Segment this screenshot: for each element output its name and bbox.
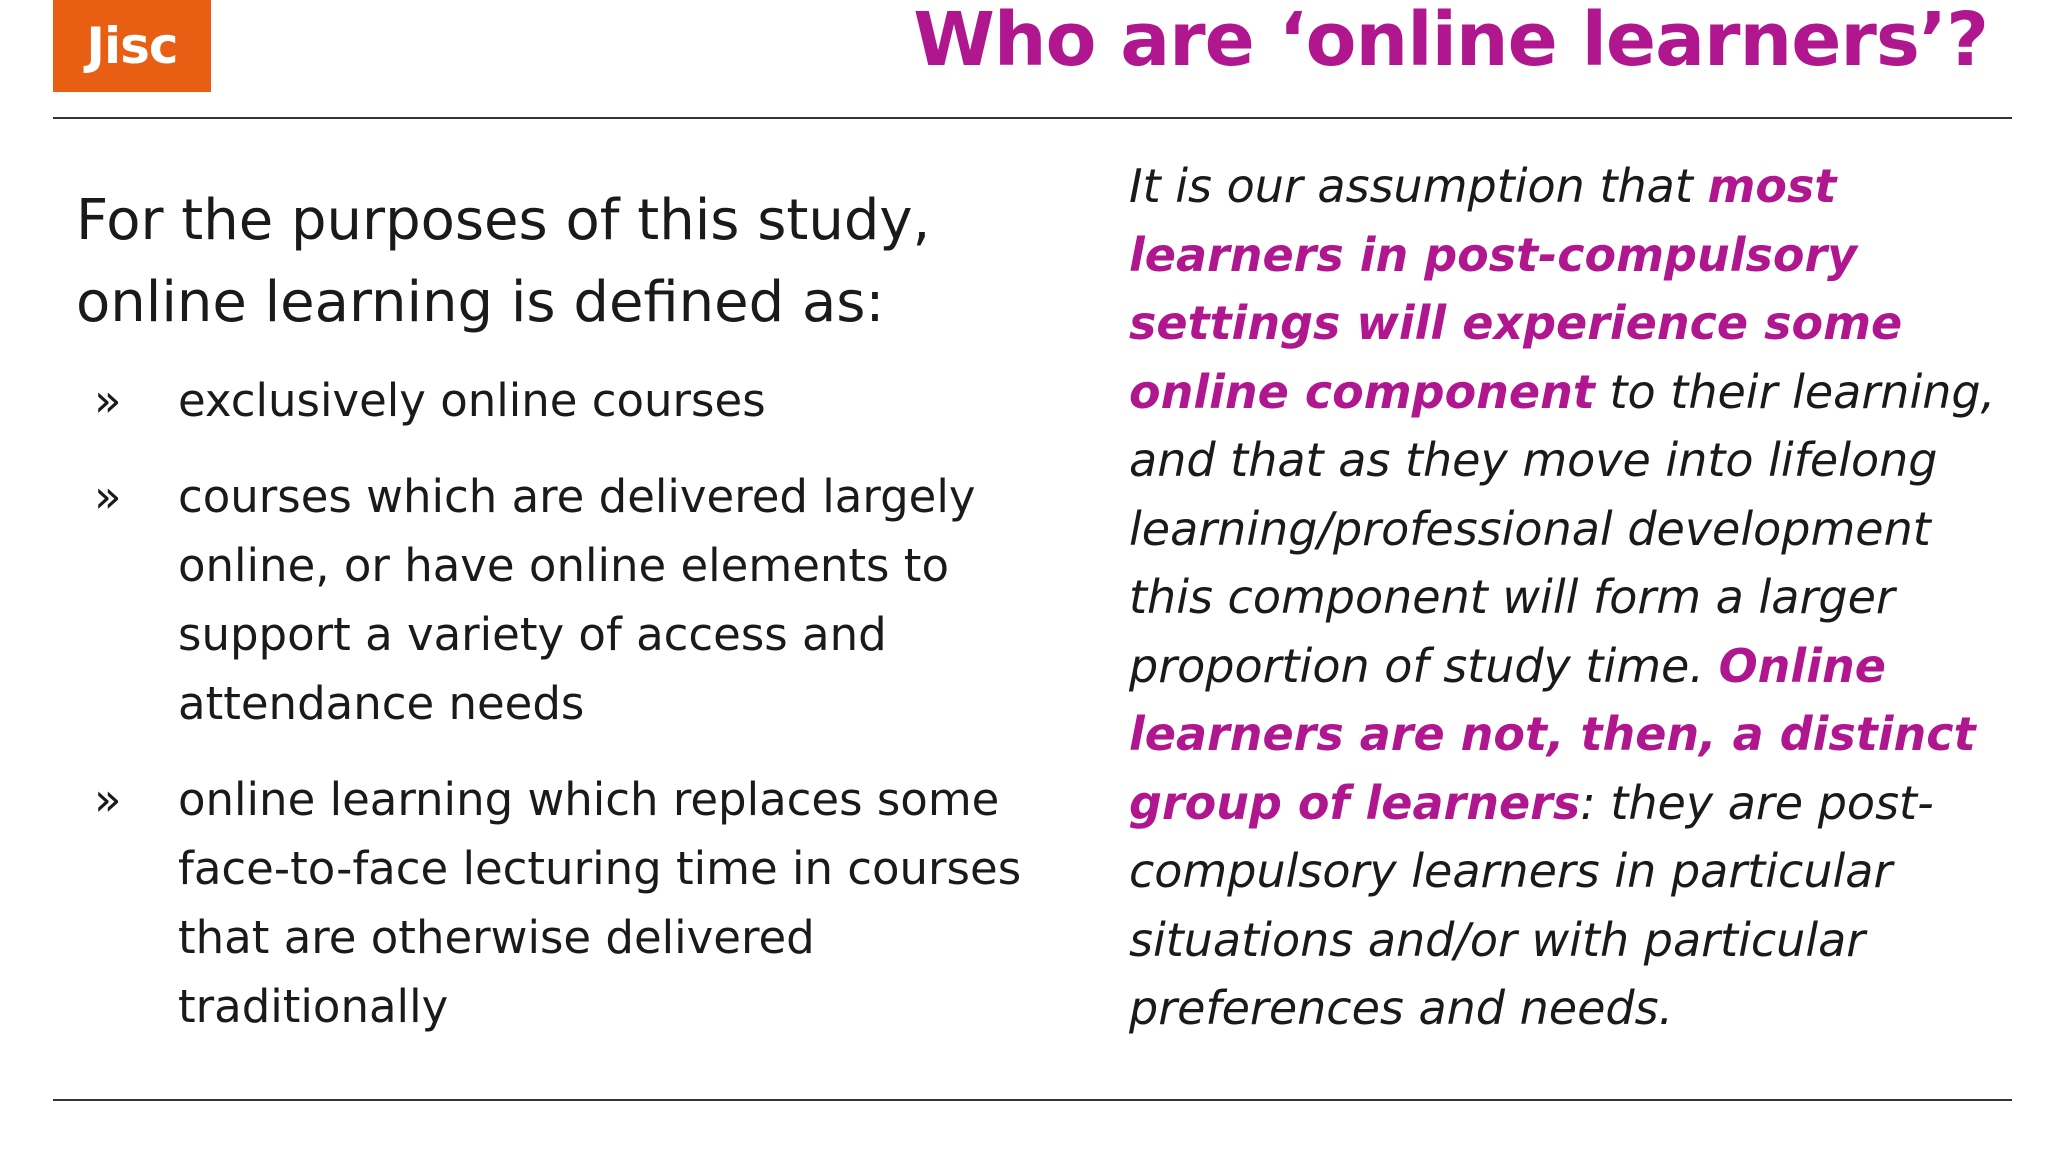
list-item-text: exclusively online courses (178, 374, 766, 427)
top-divider (53, 117, 2012, 119)
intro-line-1: For the purposes of this study, (76, 188, 931, 253)
list-item (76, 765, 1076, 1041)
assumption-text-2: to their learning, and that as they move into lifelong learning/professional development this component will form a larger proportion of study time. (1129, 364, 1996, 693)
bottom-divider (53, 1099, 2012, 1101)
bullet-marker-icon: » (94, 470, 122, 523)
assumption-highlight-1: most learners in post-compulsory settings will experience some online component (1129, 159, 1903, 419)
definition-column (76, 180, 1076, 1068)
assumption-text-1: It is our assumption that (1129, 159, 1708, 213)
bullet-marker-icon: » (94, 773, 122, 826)
logo-text: Jisc (86, 17, 178, 75)
slide-title: Who are ‘online learners’? (913, 0, 1988, 83)
list-item-text: courses which are delivered largely online, or have online elements to support a variety of access and attendance needs (178, 470, 976, 730)
bullet-marker-icon: » (94, 374, 122, 427)
list-item (76, 366, 1076, 435)
intro-line-2: online learning is defined as: (76, 270, 885, 335)
assumption-paragraph (1129, 152, 2009, 1043)
jisc-logo (53, 0, 211, 92)
assumption-text-3: : they are post-compulsory learners in particular situations and/or with particular preferences and needs. (1129, 775, 1934, 1035)
definition-list (76, 366, 1076, 1041)
list-item (76, 462, 1076, 738)
assumption-highlight-2: Online learners are not, then, a distinct group of learners (1129, 638, 1976, 830)
definition-intro (76, 180, 1076, 344)
list-item-text: online learning which replaces some face-to-face lecturing time in courses that are otherwise delivered traditionally (178, 773, 1022, 1033)
